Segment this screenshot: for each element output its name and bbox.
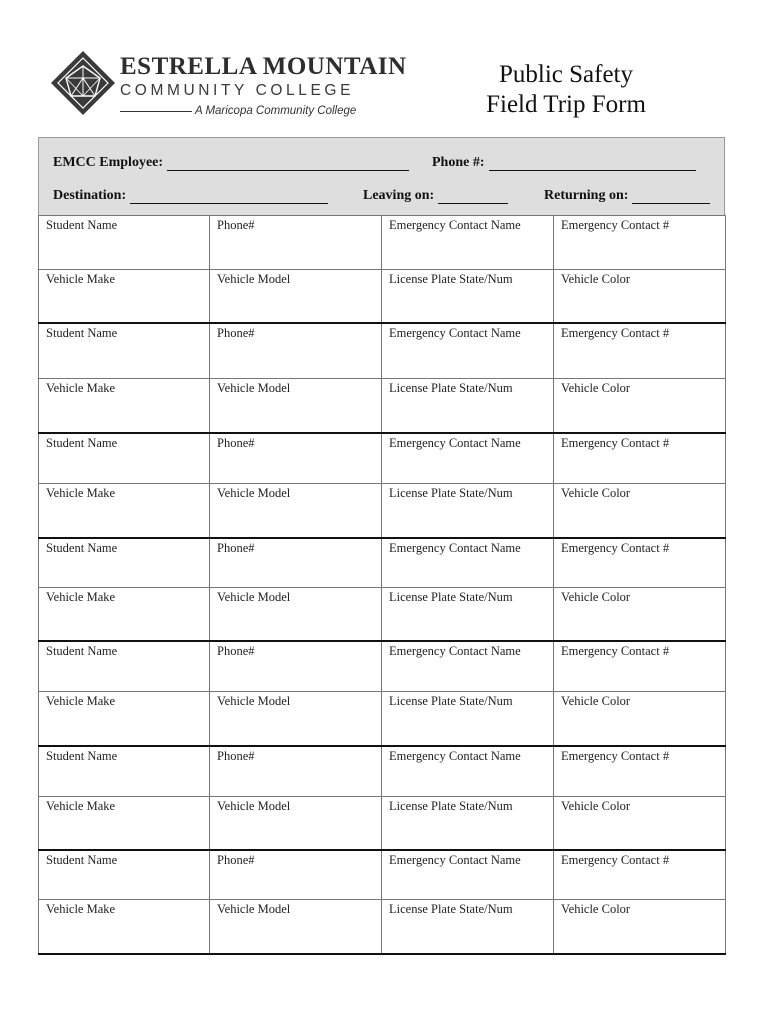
emergency-contact-name-cell[interactable] [382, 641, 554, 692]
license-plate-label: License Plate State/Num [389, 590, 513, 604]
student-row [39, 433, 726, 484]
vehicle-color-label: Vehicle Color [561, 799, 631, 813]
logo-college-name: ESTRELLA MOUNTAIN [120, 53, 407, 80]
license-plate-label: License Plate State/Num [389, 799, 513, 813]
leaving-line[interactable] [438, 191, 508, 204]
emergency-contact-name-cell[interactable] [382, 538, 554, 588]
phone-label: Phone# [217, 540, 255, 555]
destination-line[interactable] [130, 191, 328, 204]
emergency-contact-name-label: Emergency Contact Name [389, 748, 521, 763]
student-name-cell[interactable] [39, 216, 210, 270]
emergency-contact-name-cell[interactable] [382, 323, 554, 379]
student-name-cell[interactable] [39, 323, 210, 379]
destination-label: Destination: [53, 188, 127, 203]
emergency-contact-name-label: Emergency Contact Name [389, 325, 521, 340]
form-title [450, 60, 682, 120]
vehicle-make-cell[interactable] [39, 379, 210, 433]
vehicle-row [39, 588, 726, 641]
vehicle-color-cell[interactable] [554, 379, 726, 433]
returning-field[interactable] [544, 188, 710, 204]
license-plate-label: License Plate State/Num [389, 902, 513, 916]
vehicle-make-cell[interactable] [39, 270, 210, 323]
vehicle-make-cell[interactable] [39, 900, 210, 954]
tagline-rule [120, 111, 192, 112]
student-name-label: Student Name [46, 643, 118, 658]
emergency-contact-name-cell[interactable] [382, 746, 554, 797]
trip-info-header [38, 137, 725, 215]
vehicle-color-cell[interactable] [554, 900, 726, 954]
emergency-contact-name-cell[interactable] [382, 216, 554, 270]
vehicle-model-label: Vehicle Model [217, 590, 291, 604]
student-name-cell[interactable] [39, 538, 210, 588]
emergency-contact-name-label: Emergency Contact Name [389, 435, 521, 450]
vehicle-make-label: Vehicle Make [46, 272, 116, 286]
vehicle-model-label: Vehicle Model [217, 799, 291, 813]
student-name-label: Student Name [46, 435, 118, 450]
vehicle-make-cell[interactable] [39, 588, 210, 641]
vehicle-color-cell[interactable] [554, 692, 726, 746]
license-plate-label: License Plate State/Num [389, 272, 513, 286]
emergency-contact-number-label: Emergency Contact # [561, 325, 670, 340]
student-row [39, 323, 726, 379]
vehicle-row [39, 270, 726, 323]
diamond-emblem-icon [50, 50, 116, 116]
student-row [39, 538, 726, 588]
vehicle-make-label: Vehicle Make [46, 590, 116, 604]
vehicle-color-label: Vehicle Color [561, 381, 631, 395]
leaving-field[interactable] [363, 188, 508, 204]
emergency-contact-number-cell[interactable] [554, 216, 726, 270]
license-plate-label: License Plate State/Num [389, 694, 513, 708]
title-line-1: Public Safety [498, 61, 633, 88]
vehicle-color-cell[interactable] [554, 270, 726, 323]
vehicle-row [39, 900, 726, 954]
emergency-contact-name-label: Emergency Contact Name [389, 218, 521, 232]
returning-line[interactable] [632, 191, 710, 204]
employee-label: EMCC Employee: [53, 155, 164, 170]
title-line-2: Field Trip Form [486, 91, 646, 118]
license-plate-cell[interactable] [382, 270, 554, 323]
vehicle-color-label: Vehicle Color [561, 486, 631, 500]
emergency-contact-number-label: Emergency Contact # [561, 540, 670, 555]
emergency-contact-name-label: Emergency Contact Name [389, 643, 521, 658]
emergency-contact-number-cell[interactable] [554, 538, 726, 588]
phone-label: Phone# [217, 748, 255, 763]
vehicle-make-cell[interactable] [39, 797, 210, 850]
student-name-cell[interactable] [39, 746, 210, 797]
phone-label: Phone# [217, 643, 255, 658]
student-name-label: Student Name [46, 748, 118, 763]
emergency-contact-number-cell[interactable] [554, 641, 726, 692]
emergency-contact-name-label: Emergency Contact Name [389, 540, 521, 555]
vehicle-color-label: Vehicle Color [561, 590, 631, 604]
vehicle-color-cell[interactable] [554, 484, 726, 538]
vehicle-row [39, 692, 726, 746]
vehicle-make-label: Vehicle Make [46, 902, 116, 916]
emergency-contact-number-label: Emergency Contact # [561, 218, 670, 232]
vehicle-model-label: Vehicle Model [217, 381, 291, 395]
vehicle-model-cell[interactable] [210, 270, 382, 323]
license-plate-cell[interactable] [382, 900, 554, 954]
phone-cell[interactable] [210, 641, 382, 692]
logo-college-subtitle: COMMUNITY COLLEGE [120, 82, 355, 99]
vehicle-color-label: Vehicle Color [561, 272, 631, 286]
employee-field[interactable] [53, 155, 409, 171]
vehicle-model-label: Vehicle Model [217, 902, 291, 916]
phone-cell[interactable] [210, 216, 382, 270]
vehicle-make-label: Vehicle Make [46, 486, 116, 500]
vehicle-model-cell[interactable] [210, 379, 382, 433]
student-row [39, 746, 726, 797]
vehicle-model-cell[interactable] [210, 692, 382, 746]
phone-label: Phone #: [432, 155, 485, 170]
student-name-label: Student Name [46, 852, 118, 867]
student-name-cell[interactable] [39, 433, 210, 484]
emergency-contact-name-cell[interactable] [382, 433, 554, 484]
vehicle-model-label: Vehicle Model [217, 694, 291, 708]
student-name-cell[interactable] [39, 641, 210, 692]
license-plate-label: License Plate State/Num [389, 486, 513, 500]
phone-cell[interactable] [210, 850, 382, 900]
emergency-contact-number-cell[interactable] [554, 323, 726, 379]
phone-field[interactable] [432, 155, 696, 171]
phone-line[interactable] [489, 158, 696, 171]
license-plate-cell[interactable] [382, 484, 554, 538]
license-plate-cell[interactable] [382, 692, 554, 746]
emergency-contact-number-label: Emergency Contact # [561, 748, 670, 763]
student-name-cell[interactable] [39, 850, 210, 900]
tagline-text: A Maricopa Community College [195, 105, 357, 117]
student-row [39, 641, 726, 692]
vehicle-make-label: Vehicle Make [46, 381, 116, 395]
emergency-contact-number-cell[interactable] [554, 850, 726, 900]
emergency-contact-number-cell[interactable] [554, 746, 726, 797]
license-plate-cell[interactable] [382, 588, 554, 641]
vehicle-row [39, 379, 726, 433]
student-name-label: Student Name [46, 540, 118, 555]
vehicle-color-cell[interactable] [554, 588, 726, 641]
license-plate-cell[interactable] [382, 797, 554, 850]
vehicle-color-cell[interactable] [554, 797, 726, 850]
student-row [39, 216, 726, 270]
emergency-contact-name-label: Emergency Contact Name [389, 852, 521, 867]
phone-cell[interactable] [210, 538, 382, 588]
student-name-label: Student Name [46, 325, 118, 340]
college-logo [50, 48, 407, 124]
student-row [39, 850, 726, 900]
phone-cell[interactable] [210, 323, 382, 379]
student-name-label: Student Name [46, 218, 118, 232]
emergency-contact-number-label: Emergency Contact # [561, 643, 670, 658]
vehicle-model-cell[interactable] [210, 900, 382, 954]
phone-cell[interactable] [210, 433, 382, 484]
phone-label: Phone# [217, 435, 255, 450]
emergency-contact-number-label: Emergency Contact # [561, 435, 670, 450]
vehicle-model-cell[interactable] [210, 484, 382, 538]
returning-label: Returning on: [544, 188, 629, 203]
license-plate-label: License Plate State/Num [389, 381, 513, 395]
vehicle-make-cell[interactable] [39, 484, 210, 538]
emergency-contact-number-cell[interactable] [554, 433, 726, 484]
phone-label: Phone# [217, 218, 255, 232]
vehicle-color-label: Vehicle Color [561, 902, 631, 916]
vehicle-color-label: Vehicle Color [561, 694, 631, 708]
vehicle-model-cell[interactable] [210, 588, 382, 641]
emergency-contact-name-cell[interactable] [382, 850, 554, 900]
license-plate-cell[interactable] [382, 379, 554, 433]
phone-label: Phone# [217, 852, 255, 867]
vehicle-model-label: Vehicle Model [217, 486, 291, 500]
destination-field[interactable] [53, 188, 328, 204]
logo-tagline [120, 103, 390, 119]
emergency-contact-number-label: Emergency Contact # [561, 852, 670, 867]
phone-label: Phone# [217, 325, 255, 340]
vehicle-make-label: Vehicle Make [46, 694, 116, 708]
employee-line[interactable] [167, 158, 409, 171]
vehicle-row [39, 797, 726, 850]
student-vehicle-table [38, 215, 726, 955]
vehicle-make-cell[interactable] [39, 692, 210, 746]
logo-text [120, 53, 407, 119]
vehicle-make-label: Vehicle Make [46, 799, 116, 813]
vehicle-row [39, 484, 726, 538]
phone-cell[interactable] [210, 746, 382, 797]
vehicle-model-label: Vehicle Model [217, 272, 291, 286]
vehicle-model-cell[interactable] [210, 797, 382, 850]
leaving-label: Leaving on: [363, 188, 435, 203]
